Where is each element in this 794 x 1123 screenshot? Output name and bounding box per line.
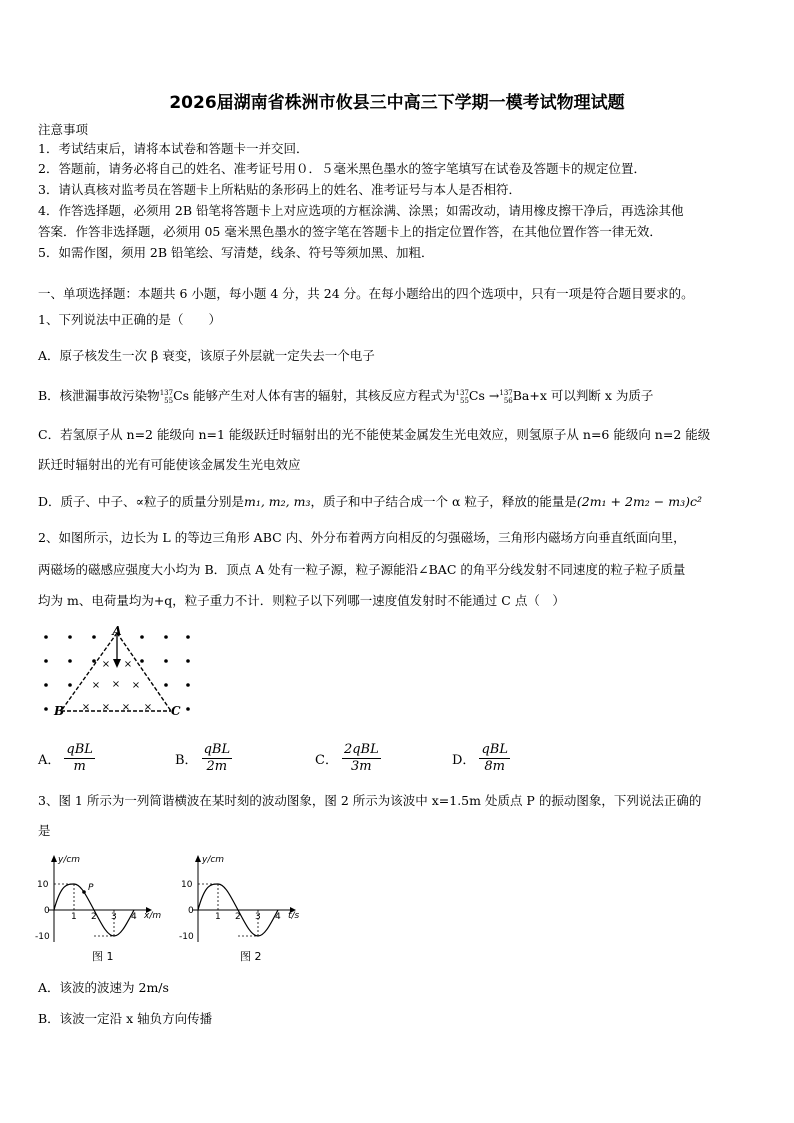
field-out-dot	[164, 659, 168, 663]
field-in-cross: ×	[121, 702, 131, 713]
option-label: C．	[315, 753, 338, 768]
tick-label: 4	[131, 912, 137, 922]
field-in-cross: ×	[91, 680, 101, 691]
q1-option-c-line1: C．若氢原子从 n=2 能级向 n=1 能级跃迁时辐射出的光不能使某金属发生光电效应，则氢原子从 n=6 能级向 n=2 能级	[38, 427, 711, 442]
notice-item: 2．答题前，请务必将自己的姓名、准考证号用０．５毫米黑色墨水的签字笔填写在试卷及答题卡的规定位置．	[38, 161, 646, 176]
field-in-cross: ×	[101, 659, 111, 670]
field-out-dot	[140, 635, 144, 639]
tick-label: 0	[44, 906, 50, 916]
field-out-dot	[186, 659, 190, 663]
q2-stem-line1: 2、如图所示，边长为 L 的等边三角形 ABC 内、外分布着两方向相反的匀强磁场，三角形内磁场方向垂直纸面向里，	[38, 530, 686, 545]
field-out-dot	[68, 635, 72, 639]
field-in-cross: ×	[131, 680, 141, 691]
point-p-label: P	[88, 883, 94, 893]
page-title: 2026届湖南省株洲市攸县三中高三下学期一模考试物理试题	[169, 93, 625, 113]
tick-label: 0	[188, 906, 194, 916]
q2-option	[452, 742, 514, 775]
field-out-dot	[44, 635, 48, 639]
y-axis-arrow-icon	[51, 855, 57, 862]
q3-option-b: B．该波一定沿 x 轴负方向传播	[38, 1011, 213, 1026]
notice-item: 5．如需作图，须用 2B 铅笔绘、写清楚，线条、符号等须加黑、加粗．	[38, 245, 434, 260]
tick-label: -10	[179, 932, 194, 942]
q1-stem: 1、下列说法中正确的是（ ）	[38, 312, 221, 327]
wave-graph-figure1	[34, 852, 174, 944]
field-out-dot	[186, 635, 190, 639]
magnetic-field-figure	[38, 625, 198, 725]
option-fraction: $\frac{\text{2qBL}}{3m}$	[343, 742, 379, 774]
q2-stem-line2: 两磁场的磁感应强度大小均为 B．顶点 A 处有一粒子源，粒子源能沿∠BAC 的角平分线发射不同速度的粒子粒子质量	[38, 562, 686, 577]
triangle-side-ac	[117, 633, 171, 711]
field-out-dot	[140, 659, 144, 663]
field-out-dot	[44, 683, 48, 687]
notice-item: 1．考试结束后，请将本试卷和答题卡一并交回．	[38, 141, 309, 156]
field-out-dot	[92, 635, 96, 639]
q1-option-b: B．核泄漏事故污染物137 55Cs 能够产生对人体有害的辐射，其核反应方程式为137 55Cs →137 56Ba+x 可以判断 x 为质子	[38, 388, 654, 405]
notice-item: 4．作答选择题，必须用 2B 铅笔将答题卡上对应选项的方框涂满、涂黑；如需改动，请用橡皮擦干净后，再选涂其他	[38, 203, 684, 218]
field-in-cross: ×	[81, 702, 91, 713]
x-axis-label: x/m	[144, 911, 162, 921]
option-fraction: $\frac{\text{qBL}}{2m}$	[203, 742, 231, 774]
q2-option	[315, 742, 385, 775]
notice-heading: 注意事项	[38, 122, 89, 137]
tick-label: 2	[91, 912, 97, 922]
field-out-dot	[44, 659, 48, 663]
option-fraction: $\frac{\text{qBL}}{8m}$	[481, 742, 508, 774]
vertex-label-a: A	[112, 625, 122, 638]
tick-label: 2	[235, 912, 241, 922]
q1-option-a: A．原子核发生一次 β 衰变，该原子外层就一定失去一个电子	[38, 348, 375, 363]
field-out-dot	[68, 683, 72, 687]
field-in-cross: ×	[101, 702, 111, 713]
q1-option-d: D．质子、中子、∝粒子的质量分别是m₁, m₂, m₃，质子和中子结合成一个 α 粒子，释放的能量是(2m₁ + 2m₂ − m₃)c²	[38, 494, 702, 509]
x-axis-label: t/s	[288, 911, 300, 921]
option-label: B．	[175, 753, 198, 768]
notice-item: 3．请认真核对监考员在答题卡上所粘贴的条形码上的姓名、准考证号与本人是否相符．	[38, 182, 521, 197]
vertex-label-b: B	[54, 704, 65, 718]
tick-label: 1	[215, 912, 221, 922]
tick-label: 10	[37, 880, 49, 890]
tick-label: 4	[275, 912, 281, 922]
field-out-dot	[186, 707, 190, 711]
triangle-side-ab	[61, 633, 117, 711]
section-heading: 一、单项选择题：本题共 6 小题，每小题 4 分，共 24 分。在每小题给出的四个选项中，只有一项是符合题目要求的。	[38, 286, 694, 301]
y-axis-label: y/cm	[202, 855, 225, 865]
field-out-dot	[164, 635, 168, 639]
q3-option-a: A．该波的波速为 2m/s	[38, 980, 169, 995]
y-axis-label: y/cm	[58, 855, 81, 865]
notice-item: 答案．作答非选择题，必须用 05 毫米黑色墨水的签字笔在答题卡上的指定位置作答，在其他位置作答一律无效．	[38, 224, 662, 239]
tick-label: 3	[111, 912, 117, 922]
field-out-dot	[186, 683, 190, 687]
q2-option	[38, 742, 99, 775]
tick-label: 10	[181, 880, 193, 890]
figure2-caption: 图 2	[240, 950, 262, 963]
field-in-cross: ×	[111, 679, 121, 690]
arrow-head-icon	[113, 659, 121, 668]
q2-option	[175, 742, 236, 775]
tick-label: 1	[71, 912, 77, 922]
y-axis-arrow-icon	[195, 855, 201, 862]
tick-label: 3	[255, 912, 261, 922]
q2-stem-line3: 均为 m、电荷量均为+q，粒子重力不计．则粒子以下列哪一速度值发射时不能通过 C 点（ ）	[38, 593, 565, 608]
option-label: D．	[452, 753, 476, 768]
q3-stem-line2: 是	[38, 823, 51, 838]
field-in-cross: ×	[143, 702, 153, 713]
field-in-cross: ×	[123, 659, 133, 670]
point-p	[82, 890, 86, 894]
field-out-dot	[44, 707, 48, 711]
option-fraction: $\frac{\text{qBL}}{m}$	[66, 742, 93, 774]
option-label: A．	[38, 753, 61, 768]
vibration-graph-figure2	[178, 852, 318, 944]
figure1-caption: 图 1	[92, 950, 114, 963]
tick-label: -10	[35, 932, 50, 942]
field-out-dot	[164, 683, 168, 687]
vertex-label-c: C	[171, 704, 181, 718]
q3-stem-line1: 3、图 1 所示为一列简谐横波在某时刻的波动图象，图 2 所示为该波中 x=1.5m 处质点 P 的振动图象，下列说法正确的	[38, 793, 702, 808]
q1-option-c-line2: 跃迁时辐射出的光有可能使该金属发生光电效应	[38, 457, 301, 472]
field-out-dot	[68, 659, 72, 663]
